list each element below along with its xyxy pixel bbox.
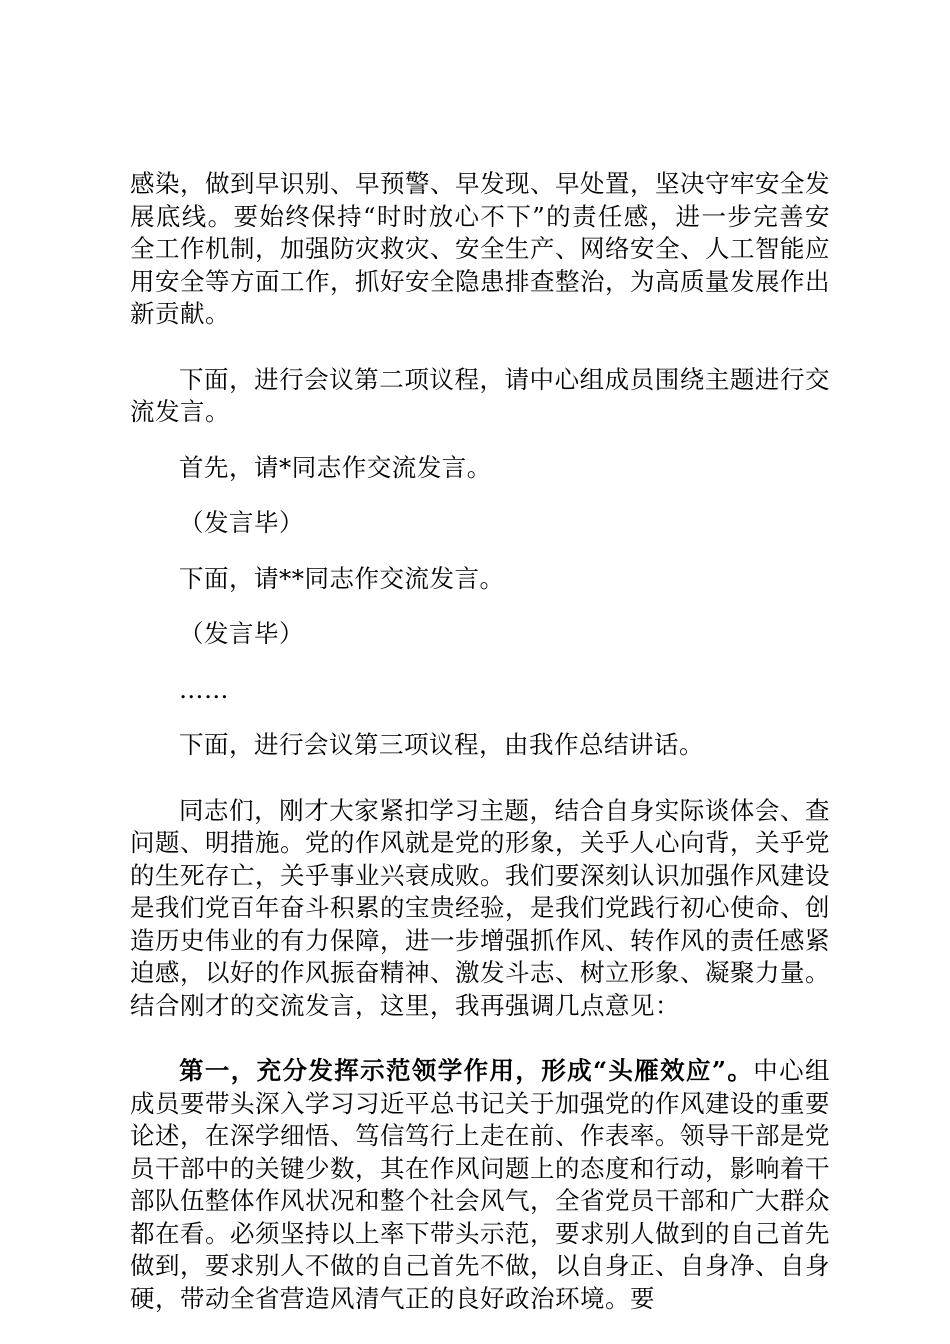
paragraph-agenda-two: 下面，进行会议第二项议程，请中心组成员围绕主题进行交流发言。: [130, 364, 830, 426]
paragraph-speech-finished-2: （发言毕）: [179, 619, 304, 648]
paragraph-ellipsis: ……: [179, 674, 229, 704]
paragraph-safety-continuation: 感染，做到早识别、早预警、早发现、早处置，坚决守牢安全发展底线。要始终保持“时时放心不下”的责任感，进一步完善安全工作机制，加强防灾救灾、安全生产、网络安全、人工智能应用安全等方面工作，抓好安全隐患排查整治，为高质量发展作出新贡献。: [130, 169, 830, 328]
paragraph-first-speaker: 首先，请*同志作交流发言。: [179, 452, 492, 482]
paragraph-speech-finished-1: （发言毕）: [179, 508, 304, 537]
paragraph-second-speaker: 下面，请**同志作交流发言。: [179, 563, 505, 593]
point-one-body: 中心组成员要带头深入学习习近平总书记关于加强党的作风建设的重要论述，在深学细悟、笃信笃行上走在前、作表率。领导干部是党员干部中的关键少数，其在作风问题上的态度和行动，影响着干部队伍整体作风状况和整个社会风气，全省党员干部和广大群众都在看。必须坚持以上率下带头示范，要求别人做到的自己首先做到，要求别人不做的自己首先不做，以自身正、自身净、自身硬，带动全省营造风清气正的良好政治环境。要: [130, 1056, 830, 1313]
document-page: [130, 168, 830, 1315]
paragraph-point-one: [130, 1055, 830, 1315]
paragraph-summary-intro: 同志们，刚才大家紧扣学习主题，结合自身实际谈体会、查问题、明措施。党的作风就是党的形象，关乎人心向背，关乎党的生死存亡，关乎事业兴衰成败。我们要深刻认识加强作风建设是我们党百年奋斗积累的宝贵经验，是我们党践行初心使命、创造历史伟业的有力保障，进一步增强抓作风、转作风的责任感紧迫感，以好的作风振奋精神、激发斗志、树立形象、凝聚力量。结合刚才的交流发言，这里，我再强调几点意见：: [130, 795, 830, 1020]
point-one-heading: 第一，充分发挥示范领学作用，形成“头雁效应”。: [179, 1056, 754, 1085]
paragraph-agenda-three: 下面，进行会议第三项议程，由我作总结讲话。: [179, 730, 704, 759]
